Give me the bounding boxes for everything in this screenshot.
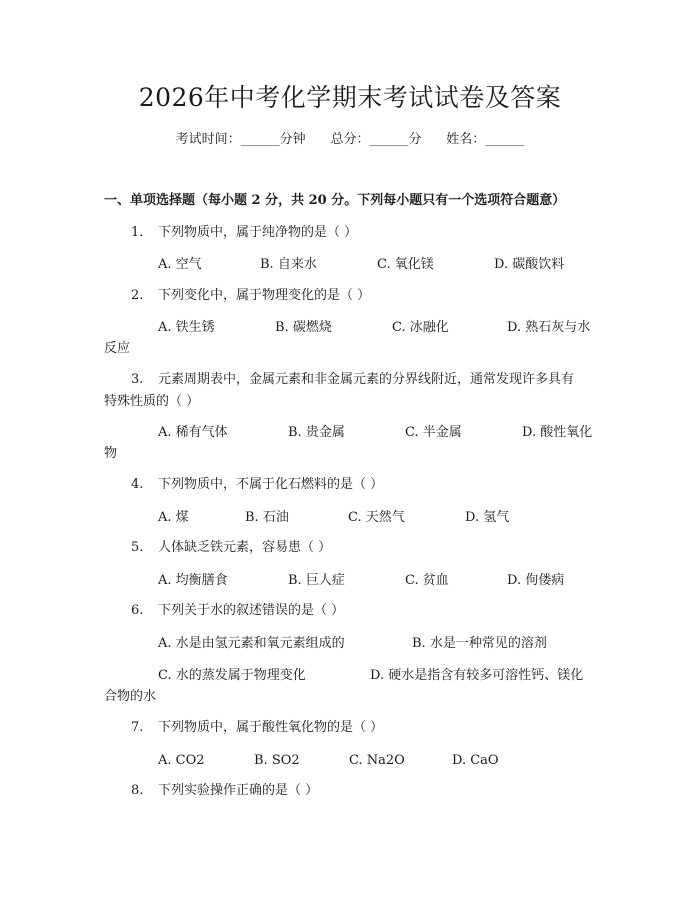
section-heading-1: 一、单项选择题（每小题 2 分，共 20 分。下列每小题只有一个选项符合题意） — [104, 193, 566, 208]
total-score: 总分：______分 — [330, 132, 422, 147]
option-c: C. 半金属 — [405, 425, 462, 440]
option-a: A. 稀有气体 — [158, 425, 228, 440]
question-8: 8. 下列实验操作正确的是（ ） — [131, 783, 319, 798]
option-b: B. 水是一种常见的溶剂 — [412, 636, 547, 651]
exam-info — [0, 130, 700, 150]
option-a: A. 煤 — [158, 510, 189, 525]
option-c: C. 贫血 — [405, 573, 449, 588]
option-c: C. 天然气 — [348, 510, 405, 525]
option-d: D. 碳酸饮料 — [494, 257, 565, 272]
page-title: 2026年中考化学期末考试试卷及答案 — [138, 83, 562, 112]
question-1: 1. 下列物质中，属于纯净物的是（ ） — [131, 225, 358, 240]
question-5: 5. 人体缺乏铁元素，容易患（ ） — [131, 540, 332, 555]
option-c: C. 氧化镁 — [377, 257, 434, 272]
option-a: A. CO2 — [158, 753, 205, 768]
option-d: D. 氢气 — [465, 510, 510, 525]
question-4: 4. 下列物质中，不属于化石燃料的是（ ） — [131, 477, 384, 492]
exam-time: 考试时间：______分钟 — [175, 132, 306, 147]
option-d: D. CaO — [452, 753, 499, 768]
option-a: A. 铁生锈 — [158, 320, 215, 335]
question-3-option-continuation: 物 — [104, 446, 118, 461]
option-b: B. 碳燃烧 — [275, 320, 332, 335]
question-3-continuation: 特殊性质的（ ） — [104, 394, 200, 409]
option-b: B. SO2 — [254, 753, 300, 768]
option-d: D. 佝偻病 — [507, 573, 565, 588]
option-d: D. 酸性氧化 — [522, 425, 593, 440]
question-6: 6. 下列关于水的叙述错误的是（ ） — [131, 603, 345, 618]
student-name: 姓名：______ — [446, 132, 525, 147]
option-c: C. 冰融化 — [392, 320, 449, 335]
option-c: C. Na2O — [349, 753, 405, 768]
option-a: A. 均衡膳食 — [158, 573, 228, 588]
option-d: D. 熟石灰与水 — [507, 320, 591, 335]
option-a: A. 空气 — [158, 257, 202, 272]
option-b: B. 巨人症 — [288, 573, 345, 588]
option-b: B. 石油 — [245, 510, 289, 525]
question-2: 2. 下列变化中，属于物理变化的是（ ） — [131, 288, 371, 303]
option-a: A. 水是由氢元素和氧元素组成的 — [158, 636, 345, 651]
option-c: C. 水的蒸发属于物理变化 — [158, 668, 306, 683]
question-6-option-continuation: 合物的水 — [104, 689, 157, 704]
option-d: D. 硬水是指含有较多可溶性钙、镁化 — [370, 668, 584, 683]
option-b: B. 贵金属 — [288, 425, 345, 440]
question-2-option-continuation: 反应 — [104, 341, 131, 356]
question-3: 3. 元素周期表中，金属元素和非金属元素的分界线附近，通常发现许多具有 — [131, 372, 575, 387]
option-b: B. 自来水 — [260, 257, 317, 272]
question-7: 7. 下列物质中，属于酸性氧化物的是（ ） — [131, 720, 384, 735]
